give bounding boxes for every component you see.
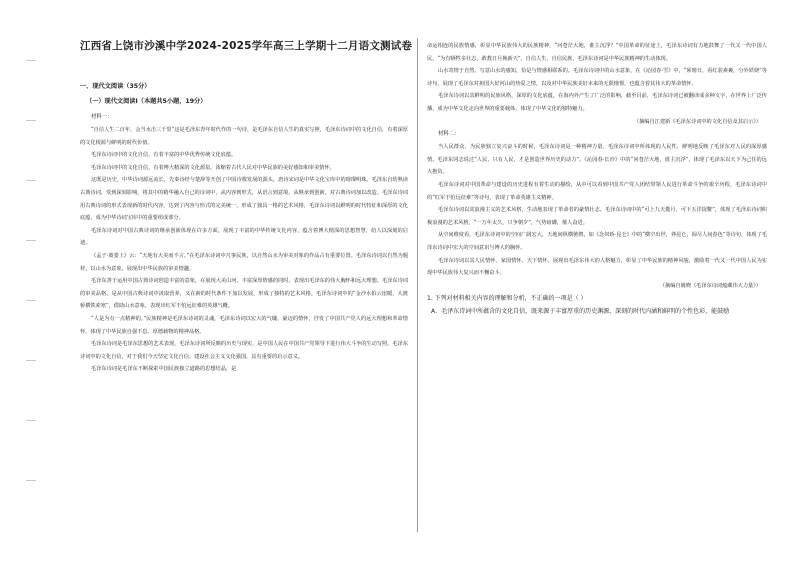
left-column [80, 38, 413, 376]
paragraph: 毛泽东诗词是毛泽东不断探索中国民族独立道路的思想结晶，是 [91, 366, 237, 373]
option-a: A．毛泽东诗词中所蕴含的文化自信，既来源于丰富厚重的历史渊源，深刻的时代内涵和鲜明的个性色彩，能鼓励 [431, 308, 730, 316]
paragraph: 这既是历史，中华诗词源远流长，先秦诗经与楚辞等开创了中国诗歌发展的源头，唐诗宋词是中华文化宝库中的璀璨明珠。毛泽东自幼熟读古典诗词，受到深刻影响，将其中的精华融入自己的诗词中，从内容到形式，从语言到意境，从继承到创新，对古典诗词加以改造。毛泽东诗词用古典诗词的形式表现新的时代内容，达到了内容与形式的完美统一，形成了独具一格的艺术风格，毛泽东诗词以鲜明的时代特征和深厚的文化底蕴，成为中华诗词宝库中的重要组成部分。 [80, 177, 408, 222]
subsection-heading: （一）现代文阅读Ⅰ（本题共5小题，19分） [86, 98, 207, 105]
exam-title: 江西省上饶市沙溪中学2024-2025学年高三上学期十二月语文测试卷 [80, 40, 413, 52]
paragraph: 从空间维度看，毛泽东诗词中的空间广阔宏大，天地间纵横驰骋，如《念奴娇·昆仑》中的“横空出世，莽昆仑，阅尽人间春色”等诗句，体现了毛泽东诗词中宏大的空间意识与博大的胸怀。 [427, 232, 767, 251]
paragraph: 毛泽东诗词以其鲜明的民族风格，深厚的文化底蕴，在海内外产生了广泛的影响。截至目前，毛泽东诗词已被翻译成多种文字，在世界上广泛传播，成为中华文化走向世界的重要载体，体现了中华文化的独特魅力。 [427, 93, 767, 112]
binding-margin [18, 0, 48, 562]
source-citation: （摘编自姚晓《毛泽东诗词蕴藏伟大力量》） [659, 282, 761, 289]
material-1-label: 材料一： [91, 114, 113, 120]
paragraph: 毛泽东诗词以其浪漫主义的艺术风格，生动地表现了革命者的豪情壮志。毛泽东诗词中的“可上九天揽月，可下五洋捉鳖”，体现了毛泽东诗词积极浪漫的艺术风格，“一万年太久，只争朝夕”，气势磅礴，催人奋进。 [427, 207, 767, 226]
material-2-label: 材料二： [438, 131, 460, 138]
paragraph: 《孟子·离娄上》云：“天地有大美而不言。”在毛泽东诗词中凡事民族，以自然山水为审美对象的作品占有重要位置。毛泽东诗词以自然为题材，以山水为意象，展现出中华民族的审美情趣。 [80, 252, 408, 272]
paragraph: 毛泽东诗词中的文化自信，有着博大精深的文化源泉。浓缩着古代人民对中华民族的美好感知和审美情怀。 [91, 164, 335, 171]
paragraph: 毛泽东诗词对中国革命与建设的历史进程有着生动的描绘，从中可以看到中国共产党人团结带领人民进行革命斗争的艰辛历程，毛泽东诗词中的“红军不怕远征难”等诗句，表现了革命英雄主义精神。 [427, 181, 767, 201]
paragraph: 毛泽东诗词以其人民情怀、家国情怀、天下情怀，展现出毛泽东伟大的人格魅力，彰显了中华民族的精神风貌，激励着一代又一代中国人民为实现中华民族伟大复兴而不懈奋斗。 [427, 257, 767, 277]
paragraph: “人是为有一点精神的。”民族精神是毛泽东诗词的灵魂，毛泽东诗词以宏大的气魄、豪迈的情怀，抒发了中国共产党人的远大理想和革命情怀，体现了中华民族自强不息、厚德载物的精神品格。 [80, 315, 408, 335]
paragraph: 毛泽东诗词是毛泽东思想的艺术表现，毛泽东诗词所反映的历史与现实，是中国人民在中国共产党领导下进行伟大斗争的生动写照。毛泽东诗词中的文化自信，对于我们今天坚定文化自信、建设社会主义文化强国，具有重要的启示意义。 [80, 341, 408, 360]
paragraph: 毛泽东诗词对中国古典诗词的继承创新体现在许多方面，展现了丰富的中华传统文化内容，蕴含着博大精深的思想智慧，给人以深刻的启迪。 [80, 227, 408, 247]
paragraph: 命运相连的民族情感，彰显中华民族伟大的民族精神，“问苍茫大地，谁主沉浮？”中国革命的征途上，毛泽东诗词有力地鼓舞了一代又一代中国人民。“为有牺牲多壮志，敢教日月换新天”，自信人生、自信民族，毛泽东诗词是中华民族精神的生动体现。 [427, 43, 767, 62]
column-divider [417, 38, 418, 532]
section-heading: 一、现代文阅读（35分） [80, 83, 151, 90]
paragraph: “自信人生二百年，会当水击三千里”这是毛泽东青年时代作的一句诗，是毛泽东自信人生的真实写照，毛泽东诗词中的文化自信，有着深厚的文化根源与鲜明的时代价值。 [80, 127, 408, 146]
source-citation: （摘编自江建新《毛泽东诗词中的文化自信及其启示》） [633, 118, 761, 125]
paragraph: 山水寄情于自然，写意山水的感知，恰是与情感相联系的。毛泽东诗词中的山水意象，在《沁园春·雪》中，“须晴日，看红装素裹，分外妖娆”等诗句，展现了毛泽东对祖国大好河山的热爱之情，以及对中华民族美好未来的无限憧憬，也蕴含着其伟大的革命情怀。 [427, 68, 767, 87]
paragraph: 毛泽东诗词中的文化自信，有着丰富的中华优秀传统文化底蕴。 [91, 152, 237, 159]
paragraph: 当人民群众、为民族独立复兴奋斗的时候，毛泽东诗词是一种精神力量，毛泽东诗词中所体现的人民性，鲜明地反映了毛泽东对人民的深厚感情。毛泽东同志说过“人民，只有人民，才是创造世界历史的动力”。《沁园春·长沙》中的“问苍茫大地，谁主沉浮”，体现了毛泽东以天下为己任的远大抱负。 [427, 144, 767, 176]
right-column [427, 40, 767, 318]
question-1: 1. 下列对材料相关内容的理解和分析，不正确的一项是（ ） [427, 295, 587, 303]
paragraph: 毛泽东善于运用中国古典诗词创造丰富的意象，在展现大美山河、丰富深厚情感的同时，表现出毛泽东的伟大胸怀和远大理想。毛泽东诗词的审美品格，是从中国古典诗词中汲取营养，又在新的时代条件下加以发展，形成了独特的艺术风格。毛泽东诗词中的“金沙水拍云崖暖，大渡桥横铁索寒”，借助山水意象，表现出红军不怕远征难的英雄气概。 [80, 278, 408, 310]
